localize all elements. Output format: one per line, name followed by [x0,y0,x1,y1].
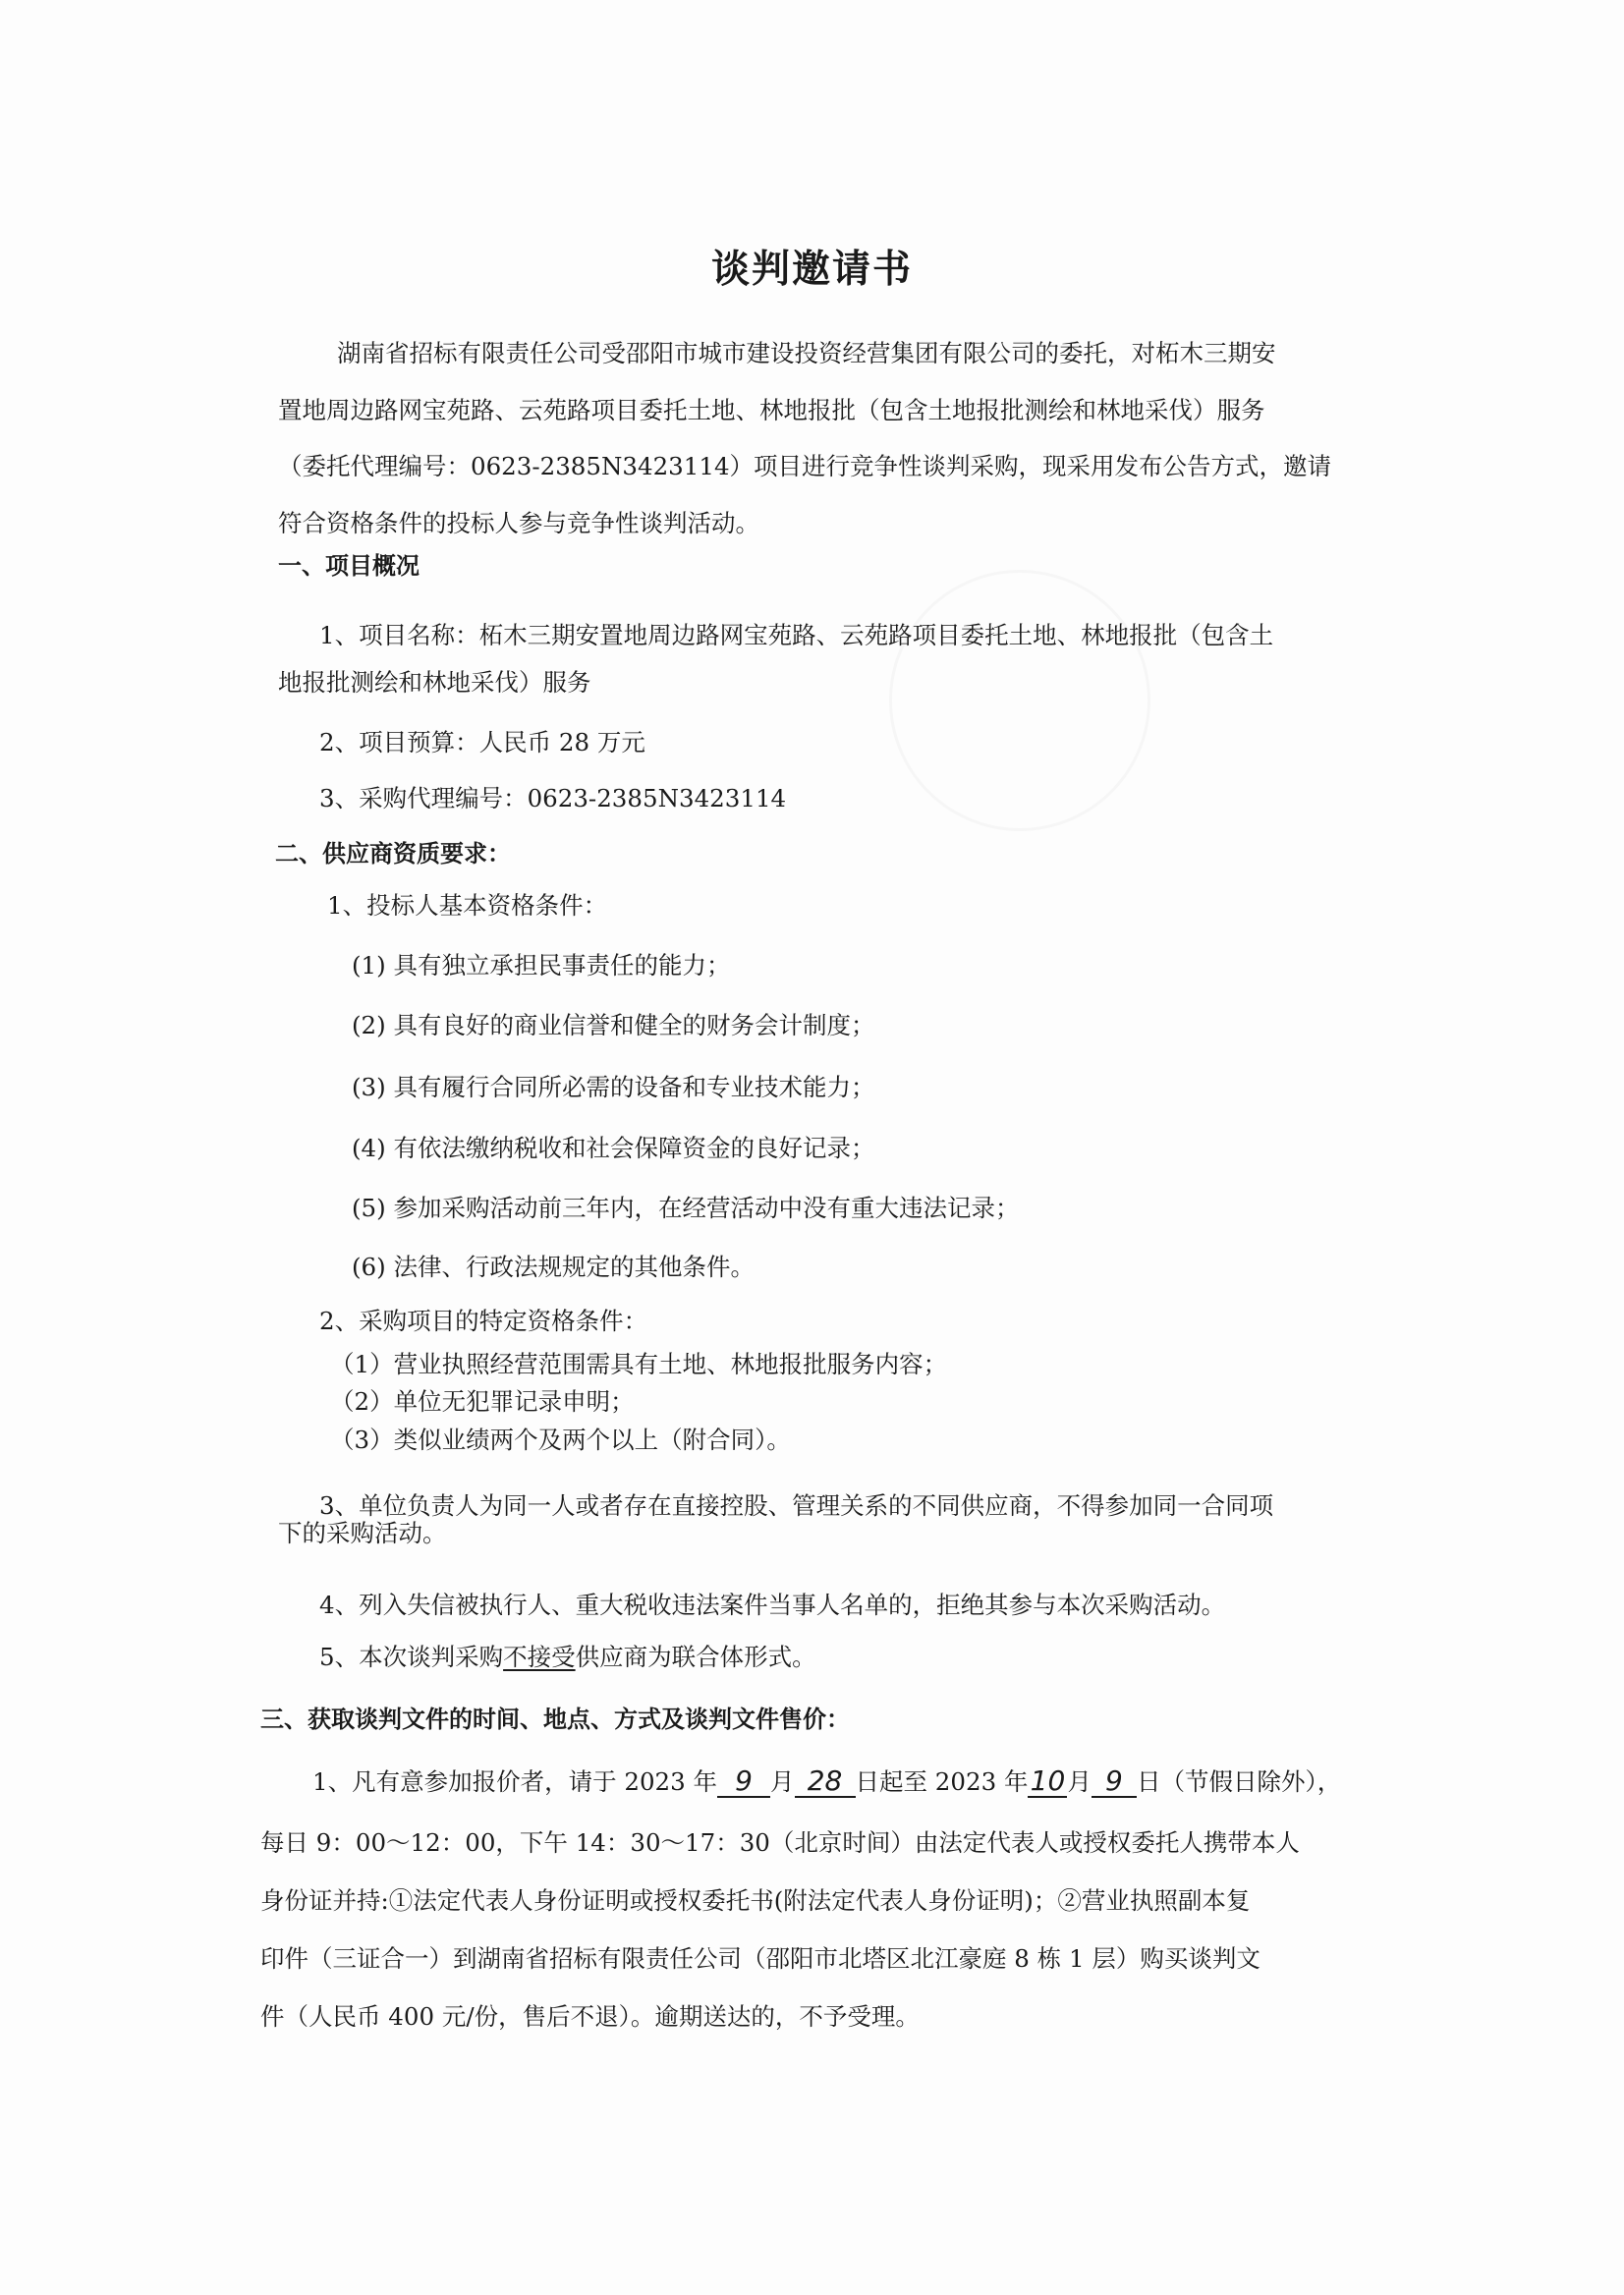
document-acquisition-line-3: 身份证并持:①法定代表人身份证明或授权委托书(附法定代表人身份证明)；②营业执照副本复 [260,1886,1251,1915]
basic-qualification-item: (6) 法律、行政法规规定的其他条件。 [352,1253,755,1281]
section-heading-documents: 三、获取谈判文件的时间、地点、方式及谈判文件售价： [260,1706,850,1733]
procurement-code: 3、采购代理编号：0623-2385N3423114 [319,784,787,812]
special-qualification-item: （2）单位无犯罪记录申明； [330,1387,635,1416]
special-qualification-item: （1）营业执照经营范围需具有土地、林地报批服务内容； [330,1350,948,1378]
basic-qualification-item: (2) 具有良好的商业信誉和健全的财务会计制度； [352,1011,875,1039]
acq-text-b: 月 [770,1767,795,1796]
basic-qualification-item: (3) 具有履行合同所必需的设备和专业技术能力； [352,1073,875,1101]
handwritten-month-2: 10 [1028,1766,1067,1798]
basic-qualifications-title: 1、投标人基本资格条件： [327,891,608,920]
intro-line-4: 符合资格条件的投标人参与竞争性谈判活动。 [278,509,759,537]
document-acquisition-line-2: 每日 9：00～12：00，下午 14：30～17：30（北京时间）由法定代表人或授权委托人携带本人 [260,1828,1300,1857]
acq-text-e: 日（节假日除外）， [1136,1767,1342,1796]
item5-prefix: 5、本次谈判采购 [319,1643,504,1671]
qualification-item-3-line-2: 下的采购活动。 [278,1519,447,1547]
document-title: 谈判邀请书 [710,248,913,292]
intro-line-3: （委托代理编号：0623-2385N3423114）项目进行竞争性谈判采购，现采用发布公告方式，邀请 [278,452,1332,480]
document-acquisition-line-4: 印件（三证合一）到湖南省招标有限责任公司（邵阳市北塔区北江豪庭 8 栋 1 层）购买谈判文 [260,1944,1260,1973]
handwritten-month-1: 9 [717,1766,770,1798]
qualification-item-5 [319,1641,816,1674]
handwritten-day-2: 9 [1092,1766,1137,1798]
section-heading-qualifications: 二、供应商资质要求： [275,840,511,868]
qualification-item-4: 4、列入失信被执行人、重大税收违法案件当事人名单的，拒绝其参与本次采购活动。 [319,1591,1226,1619]
document-acquisition-line-5: 件（人民币 400 元/份，售后不退）。逾期送达的，不予受理。 [260,2002,920,2031]
special-qualifications-title: 2、采购项目的特定资格条件： [319,1307,648,1335]
acq-text-a: 1、凡有意参加报价者，请于 2023 年 [312,1767,718,1796]
project-budget: 2、项目预算：人民币 28 万元 [319,728,645,756]
project-name-line-1: 1、项目名称：柘木三期安置地周边路网宝苑路、云苑路项目委托土地、林地报批（包含土 [319,621,1274,649]
basic-qualification-item: (1) 具有独立承担民事责任的能力； [352,951,731,980]
item5-suffix: 供应商为联合体形式。 [575,1643,816,1671]
qualification-item-3-line-1: 3、单位负责人为同一人或者存在直接控股、管理关系的不同供应商，不得参加同一合同项 [319,1491,1274,1520]
project-name-line-2: 地报批测绘和林地采伐）服务 [278,668,591,697]
acq-text-c: 日起至 2023 年 [855,1767,1029,1796]
item5-emphasis: 不接受 [503,1643,576,1671]
acq-text-d: 月 [1067,1767,1092,1796]
faint-seal-mark [889,570,1150,831]
intro-line-2: 置地周边路网宝苑路、云苑路项目委托土地、林地报批（包含土地报批测绘和林地采伐）服务 [278,396,1265,424]
basic-qualification-item: (5) 参加采购活动前三年内，在经营活动中没有重大违法记录； [352,1194,1020,1222]
intro-line-1: 湖南省招标有限责任公司受邵阳市城市建设投资经营集团有限公司的委托，对柘木三期安 [337,339,1276,367]
document-acquisition-line-1 [312,1765,1341,1799]
section-heading-overview: 一、项目概况 [278,552,420,580]
basic-qualification-item: (4) 有依法缴纳税收和社会保障资金的良好记录； [352,1134,875,1162]
handwritten-day-1: 28 [795,1766,856,1798]
special-qualification-item: （3）类似业绩两个及两个以上（附合同）。 [330,1426,791,1454]
